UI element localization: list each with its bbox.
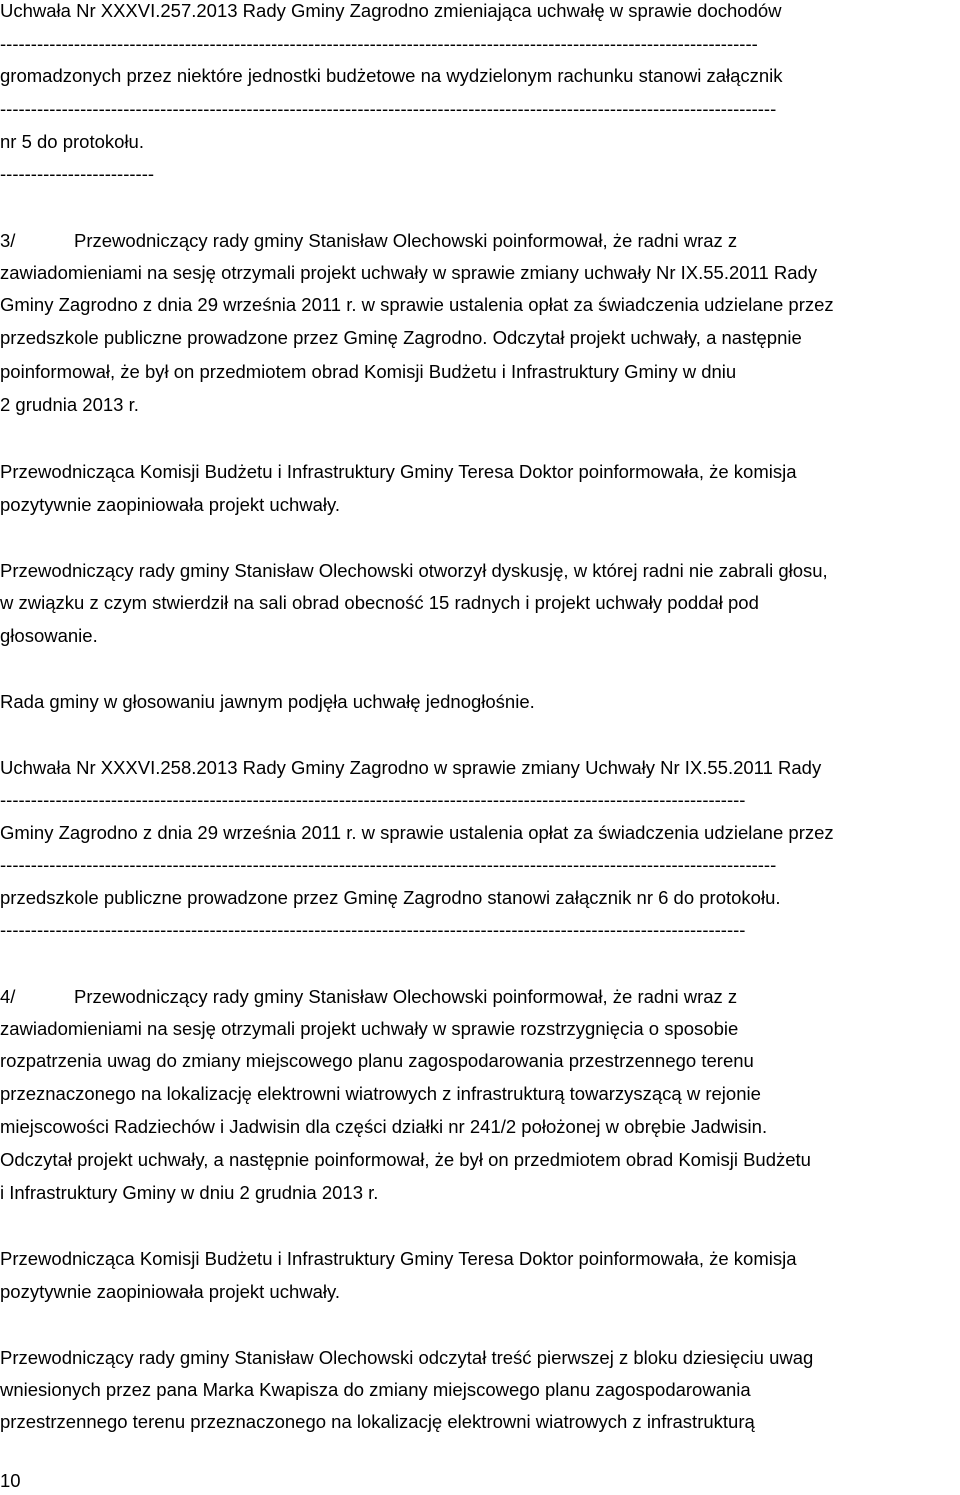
separator-dashes: ------------------------------------------------------------------------------------------------------------------------- — [0, 919, 746, 940]
paragraph-line: zawiadomieniami na sesję otrzymali projekt uchwały w sprawie zmiany uchwały Nr IX.55.2011 Rady — [0, 262, 818, 283]
header-line-1: Uchwała Nr XXXVI.257.2013 Rady Gminy Zagrodno zmieniająca uchwałę w sprawie dochodów — [0, 0, 782, 21]
paragraph-line: głosowanie. — [0, 625, 98, 646]
separator-dashes: ------------------------------------------------------------------------------------------------------------------------------ — [0, 854, 777, 875]
paragraph-line: Przewodniczący rady gminy Stanisław Olechowski odczytał treść pierwszej z bloku dziesięciu uwag — [0, 1347, 814, 1368]
item-number: 4/ — [0, 986, 16, 1007]
paragraph-line: poinformował, że był on przedmiotem obrad Komisji Budżetu i Infrastruktury Gminy w dniu — [0, 361, 737, 382]
paragraph-line: Gminy Zagrodno z dnia 29 września 2011 r. w sprawie ustalenia opłat za świadczenia udzielane przez — [0, 822, 834, 843]
separator-dashes-short: ------------------------- — [0, 163, 155, 184]
paragraph-line: Przewodniczący rady gminy Stanisław Olechowski otworzył dyskusję, w której radni nie zabrali głosu, — [0, 560, 828, 581]
paragraph-line: rozpatrzenia uwag do zmiany miejscowego planu zagospodarowania przestrzennego terenu — [0, 1050, 754, 1071]
paragraph-line: przestrzennego terenu przeznaczonego na lokalizację elektrowni wiatrowych z infrastrukturą — [0, 1411, 755, 1432]
separator-dashes: ------------------------------------------------------------------------------------------------------------------------------ — [0, 98, 777, 119]
paragraph-line: 2 grudnia 2013 r. — [0, 394, 139, 415]
header-line-3: nr 5 do protokołu. — [0, 131, 144, 152]
item-number: 3/ — [0, 230, 16, 251]
item-3-first-line — [0, 230, 737, 252]
paragraph-text: Przewodniczący rady gminy Stanisław Olechowski poinformował, że radni wraz z — [74, 230, 738, 251]
separator-dashes: --------------------------------------------------------------------------------------------------------------------------- — [0, 33, 758, 54]
header-line-2: gromadzonych przez niektóre jednostki budżetowe na wydzielonym rachunku stanowi załącznik — [0, 65, 783, 86]
paragraph-line: Przewodnicząca Komisji Budżetu i Infrastruktury Gminy Teresa Doktor poinformowała, że komisja — [0, 461, 797, 482]
paragraph-line: i Infrastruktury Gminy w dniu 2 grudnia 2013 r. — [0, 1182, 379, 1203]
paragraph-line: przedszkole publiczne prowadzone przez Gminę Zagrodno stanowi załącznik nr 6 do protokołu. — [0, 887, 781, 908]
paragraph-line: przedszkole publiczne prowadzone przez Gminę Zagrodno. Odczytał projekt uchwały, a następnie — [0, 327, 802, 348]
paragraph-line: Odczytał projekt uchwały, a następnie poinformował, że był on przedmiotem obrad Komisji Budżetu — [0, 1149, 811, 1170]
paragraph-line: zawiadomieniami na sesję otrzymali projekt uchwały w sprawie rozstrzygnięcia o sposobie — [0, 1018, 739, 1039]
paragraph-line: przeznaczonego na lokalizację elektrowni wiatrowych z infrastrukturą towarzyszącą w rejonie — [0, 1083, 761, 1104]
paragraph-line: miejscowości Radziechów i Jadwisin dla części działki nr 241/2 położonej w obrębie Jadwisin. — [0, 1116, 768, 1137]
item-4-first-line — [0, 986, 737, 1008]
page-number: 10 — [0, 1470, 21, 1491]
paragraph-line: Przewodnicząca Komisji Budżetu i Infrastruktury Gminy Teresa Doktor poinformowała, że komisja — [0, 1248, 797, 1269]
paragraph-line: w związku z czym stwierdził na sali obrad obecność 15 radnych i projekt uchwały poddał pod — [0, 592, 759, 613]
paragraph-text: Przewodniczący rady gminy Stanisław Olechowski poinformował, że radni wraz z — [74, 986, 738, 1007]
paragraph-line: pozytywnie zaopiniowała projekt uchwały. — [0, 1281, 341, 1302]
paragraph-line: Uchwała Nr XXXVI.258.2013 Rady Gminy Zagrodno w sprawie zmiany Uchwały Nr IX.55.2011 Rady — [0, 757, 822, 778]
vote-result: Rada gminy w głosowaniu jawnym podjęła uchwałę jednogłośnie. — [0, 691, 535, 712]
separator-dashes: ------------------------------------------------------------------------------------------------------------------------- — [0, 789, 746, 810]
paragraph-line: wniesionych przez pana Marka Kwapisza do zmiany miejscowego planu zagospodarowania — [0, 1379, 751, 1400]
paragraph-line: Gminy Zagrodno z dnia 29 września 2011 r. w sprawie ustalenia opłat za świadczenia udzielane przez — [0, 294, 834, 315]
paragraph-line: pozytywnie zaopiniowała projekt uchwały. — [0, 494, 341, 515]
